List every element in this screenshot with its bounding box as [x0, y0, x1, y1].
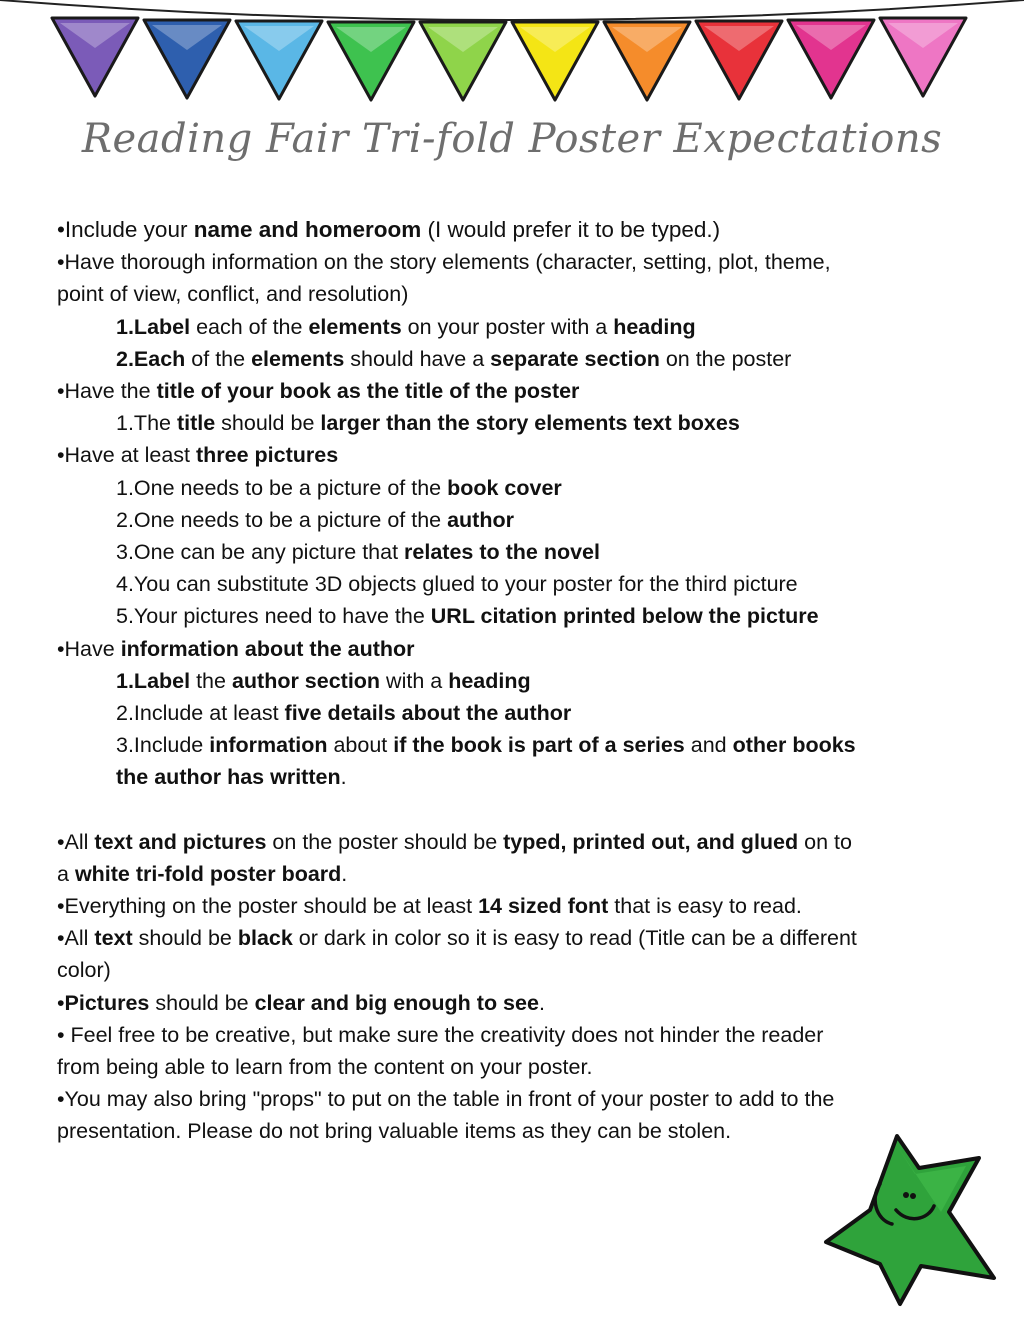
- text-run: .: [538, 990, 545, 1015]
- text-run: •All: [57, 829, 95, 854]
- bold-text: name and homeroom: [193, 217, 422, 242]
- text-run: •All: [57, 926, 95, 951]
- text-run: each of the: [190, 314, 309, 339]
- text-line: [57, 375, 977, 407]
- bold-text: typed, printed out, and glued: [503, 829, 799, 854]
- text-line: [57, 278, 977, 310]
- text-line: [57, 472, 977, 504]
- text-run: or dark in color so it is easy to read (Title can be a different: [292, 926, 857, 951]
- text-run: on to: [798, 829, 852, 854]
- text-run: • Feel free to be creative, but make sure the creativity does not hinder the reader: [57, 1022, 824, 1047]
- bold-text: information about the author: [120, 636, 415, 661]
- text-run: on your poster with a: [401, 314, 614, 339]
- bold-text: larger than the story elements text boxes: [320, 411, 740, 436]
- text-run: 2.One needs to be a picture of the: [116, 507, 448, 532]
- bold-text: three pictures: [195, 443, 339, 468]
- text-line: [57, 826, 977, 858]
- text-run: should be: [215, 411, 321, 436]
- text-line: [57, 504, 977, 536]
- text-run: 3.One can be any picture that: [116, 540, 405, 565]
- text-run: a: [57, 861, 75, 886]
- text-line: [57, 343, 977, 375]
- text-line: [57, 600, 977, 632]
- text-line: [57, 1051, 977, 1083]
- text-run: of the: [185, 346, 252, 371]
- text-line: [57, 311, 977, 343]
- text-line: [57, 761, 977, 793]
- text-run: 2.Include at least: [116, 701, 285, 726]
- text-line: [57, 1083, 977, 1115]
- text-run: •: [57, 990, 65, 1015]
- text-run: color): [57, 958, 111, 983]
- bold-text: the author has written: [116, 765, 341, 790]
- text-line: [57, 536, 977, 568]
- expectations-list: [57, 214, 977, 1148]
- text-run: .: [341, 861, 348, 886]
- text-run: .: [340, 765, 347, 790]
- text-run: the: [190, 668, 232, 693]
- spacer: [57, 794, 977, 826]
- text-line: [57, 954, 977, 986]
- bold-text: text and pictures: [94, 829, 267, 854]
- bold-text: 1.Label: [116, 668, 191, 693]
- text-line: [57, 1019, 977, 1051]
- text-run: 4.You can substitute 3D objects glued to your poster for the third picture: [116, 572, 798, 597]
- smiling-star-icon: [818, 1128, 1000, 1308]
- text-run: •Have at least: [57, 443, 196, 468]
- bold-text: URL citation printed below the picture: [430, 604, 819, 629]
- text-run: should have a: [344, 346, 491, 371]
- text-line: [57, 246, 977, 278]
- bold-text: book cover: [447, 475, 562, 500]
- bold-text: 1.Label: [116, 314, 191, 339]
- text-run: that is easy to read.: [608, 894, 802, 919]
- page-title: Reading Fair Tri-fold Poster Expectations: [81, 116, 943, 162]
- bold-text: heading: [613, 314, 696, 339]
- bold-text: author: [447, 507, 514, 532]
- text-run: •You may also bring "props" to put on the table in front of your poster to add to the: [57, 1087, 835, 1112]
- bold-text: text: [94, 926, 133, 951]
- bold-text: 14 sized font: [478, 894, 609, 919]
- text-run: 1.One needs to be a picture of the: [116, 475, 448, 500]
- bold-text: relates to the novel: [404, 540, 600, 565]
- text-run: and: [684, 733, 733, 758]
- text-run: 3.Include: [116, 733, 210, 758]
- text-line: [57, 858, 977, 890]
- text-run: •Have: [57, 636, 121, 661]
- bold-text: author section: [231, 668, 381, 693]
- text-run: point of view, conflict, and resolution): [57, 282, 409, 307]
- bold-text: title: [176, 411, 216, 436]
- text-line: [57, 633, 977, 665]
- text-run: on the poster: [659, 346, 792, 371]
- text-run: on the poster should be: [266, 829, 504, 854]
- text-run: from being able to learn from the content on your poster.: [57, 1055, 593, 1080]
- bold-text: elements: [308, 314, 402, 339]
- bold-text: information: [209, 733, 328, 758]
- text-run: should be: [132, 926, 238, 951]
- text-line: [57, 890, 977, 922]
- banner-string: [0, 0, 1024, 20]
- text-run: about: [327, 733, 394, 758]
- bold-text: if the book is part of a series: [393, 733, 685, 758]
- bold-text: other books: [732, 733, 856, 758]
- bold-text: white tri-fold poster board: [74, 861, 342, 886]
- bold-text: 2.Each: [116, 346, 186, 371]
- text-line: [57, 568, 977, 600]
- bold-text: heading: [448, 668, 531, 693]
- text-line: [57, 697, 977, 729]
- bold-text: Pictures: [64, 990, 150, 1015]
- bold-text: clear and big enough to see: [254, 990, 539, 1015]
- text-run: 1.The: [116, 411, 177, 436]
- text-run: (I would prefer it to be typed.): [421, 217, 721, 242]
- text-run: •Everything on the poster should be at least: [57, 894, 479, 919]
- text-run: with a: [380, 668, 449, 693]
- text-run: 5.Your pictures need to have the: [116, 604, 431, 629]
- text-line: [57, 729, 977, 761]
- bold-text: separate section: [490, 346, 660, 371]
- text-line: [57, 665, 977, 697]
- text-run: •Include your: [57, 217, 194, 242]
- text-run: •Have the: [57, 379, 157, 404]
- text-run: •Have thorough information on the story elements (character, setting, plot, theme,: [57, 250, 831, 275]
- text-line: [57, 439, 977, 471]
- bold-text: black: [237, 926, 293, 951]
- text-line: [57, 407, 977, 439]
- text-line: [57, 214, 977, 246]
- text-run: presentation. Please do not bring valuable items as they can be stolen.: [57, 1119, 732, 1144]
- text-run: should be: [149, 990, 255, 1015]
- text-line: [57, 922, 977, 954]
- bold-text: title of your book as the title of the poster: [156, 379, 580, 404]
- bunting-banner: [0, 0, 1024, 120]
- text-line: [57, 987, 977, 1019]
- bold-text: five details about the author: [284, 701, 572, 726]
- bold-text: elements: [251, 346, 345, 371]
